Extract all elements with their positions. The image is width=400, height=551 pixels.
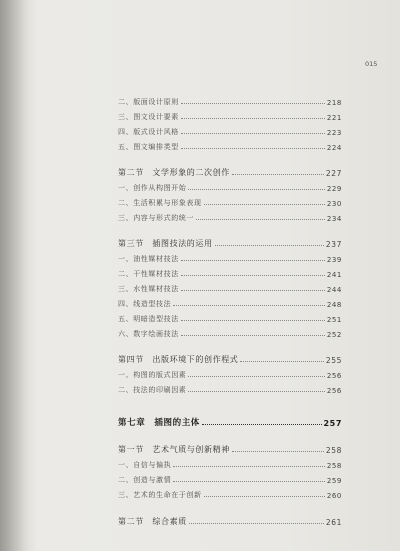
leader-dots xyxy=(232,174,324,175)
toc-entry-title: 二、生活积累与形象表现 xyxy=(118,199,202,207)
leader-dots xyxy=(189,523,324,524)
toc-chapter xyxy=(118,413,342,428)
toc-entry-page: 258 xyxy=(326,462,342,470)
leader-dots xyxy=(181,133,325,134)
toc-entry-page: 248 xyxy=(326,301,342,309)
spacer xyxy=(118,152,342,163)
toc-entry xyxy=(118,249,342,264)
toc-entry xyxy=(118,279,342,294)
toc-entry-page: 223 xyxy=(326,129,342,137)
toc-entry-page: 239 xyxy=(326,256,342,264)
toc-entry-page: 260 xyxy=(326,492,342,500)
toc-entry xyxy=(118,107,342,122)
toc-section-page: 227 xyxy=(325,169,342,178)
toc-entry xyxy=(118,455,342,470)
toc-entry-page: 230 xyxy=(326,200,342,208)
toc-section-title: 第四节 出版环境下的创作程式 xyxy=(118,355,239,364)
toc-entry xyxy=(118,309,342,324)
toc-section xyxy=(118,350,342,365)
toc-section-title: 第二节 文学形象的二次创作 xyxy=(118,168,230,177)
spacer xyxy=(118,223,342,234)
leader-dots xyxy=(188,391,324,392)
toc-entry xyxy=(118,178,342,193)
toc-entry-page: 256 xyxy=(326,372,342,380)
leader-dots xyxy=(181,260,325,261)
leader-dots xyxy=(240,361,323,362)
table-of-contents xyxy=(118,92,342,527)
toc-entry-title: 三、艺术的生命在于创新 xyxy=(118,491,202,499)
toc-entry-title: 五、明暗造型技法 xyxy=(118,315,179,323)
toc-entry-title: 二、技法的印刷因素 xyxy=(118,386,187,394)
toc-entry-title: 一、自信与偏执 xyxy=(118,461,172,469)
toc-entry-title: 六、数字绘画技法 xyxy=(118,330,179,338)
toc-entry xyxy=(118,208,342,223)
leader-dots xyxy=(181,320,325,321)
toc-entry xyxy=(118,122,342,137)
leader-dots xyxy=(202,424,322,425)
toc-entry-title: 二、版面设计原则 xyxy=(118,98,179,106)
toc-entry-title: 五、图文编排类型 xyxy=(118,143,179,151)
leader-dots xyxy=(204,204,325,205)
toc-section-page: 237 xyxy=(325,240,342,249)
toc-entry-page: 244 xyxy=(326,286,342,294)
leader-dots xyxy=(181,335,325,336)
leader-dots xyxy=(173,466,325,467)
toc-section-page: 258 xyxy=(325,446,342,455)
leader-dots xyxy=(232,451,324,452)
spacer xyxy=(118,339,342,350)
toc-entry-title: 一、构图的版式因素 xyxy=(118,371,187,379)
toc-chapter-page: 257 xyxy=(323,419,342,428)
toc-entry-title: 四、版式设计风格 xyxy=(118,128,179,136)
toc-entry-title: 三、图文设计要素 xyxy=(118,113,179,121)
toc-entry-title: 三、水性媒材技法 xyxy=(118,285,179,293)
toc-entry-page: 259 xyxy=(326,477,342,485)
toc-entry xyxy=(118,92,342,107)
toc-entry-page: 221 xyxy=(326,114,342,122)
toc-chapter-title: 第七章 插图的主体 xyxy=(118,418,200,428)
leader-dots xyxy=(181,118,325,119)
spacer xyxy=(118,500,342,512)
toc-entry xyxy=(118,264,342,279)
toc-entry xyxy=(118,485,342,500)
toc-section-page: 261 xyxy=(325,518,342,527)
leader-dots xyxy=(204,496,325,497)
toc-entry-title: 二、创造与激情 xyxy=(118,476,172,484)
leader-dots xyxy=(181,290,325,291)
leader-dots xyxy=(173,305,325,306)
toc-section xyxy=(118,234,342,249)
spacer xyxy=(118,395,342,413)
leader-dots xyxy=(196,219,325,220)
toc-section-title: 第三节 插图技法的运用 xyxy=(118,239,213,248)
toc-section-title: 第一节 艺术气质与创新精神 xyxy=(118,445,230,454)
toc-entry-title: 四、线造型技法 xyxy=(118,300,172,308)
toc-entry xyxy=(118,365,342,380)
toc-section-title: 第二节 综合素质 xyxy=(118,517,187,526)
toc-entry-page: 256 xyxy=(326,387,342,395)
leader-dots xyxy=(173,481,325,482)
toc-entry-title: 一、油性媒材技法 xyxy=(118,255,179,263)
spacer xyxy=(118,428,342,440)
leader-dots xyxy=(188,376,324,377)
toc-entry-title: 三、内容与形式的统一 xyxy=(118,214,194,222)
page-number: 015 xyxy=(365,60,378,68)
toc-entry-page: 229 xyxy=(326,185,342,193)
toc-entry-page: 224 xyxy=(326,144,342,152)
leader-dots xyxy=(215,245,324,246)
toc-entry-page: 252 xyxy=(326,331,342,339)
toc-entry xyxy=(118,470,342,485)
toc-section xyxy=(118,163,342,178)
toc-entry-page: 234 xyxy=(326,215,342,223)
leader-dots xyxy=(181,103,325,104)
toc-section xyxy=(118,512,342,527)
toc-entry-title: 二、干性媒材技法 xyxy=(118,270,179,278)
toc-entry xyxy=(118,380,342,395)
toc-entry-page: 251 xyxy=(326,316,342,324)
toc-section-page: 255 xyxy=(325,356,342,365)
toc-entry xyxy=(118,294,342,309)
leader-dots xyxy=(181,275,325,276)
leader-dots xyxy=(188,189,324,190)
leader-dots xyxy=(181,148,325,149)
toc-entry xyxy=(118,193,342,208)
toc-entry xyxy=(118,137,342,152)
binding-shadow xyxy=(0,0,36,551)
toc-section xyxy=(118,440,342,455)
toc-entry-page: 218 xyxy=(326,99,342,107)
toc-entry-page: 241 xyxy=(326,271,342,279)
toc-entry xyxy=(118,324,342,339)
toc-entry-title: 一、创作从构图开始 xyxy=(118,184,187,192)
